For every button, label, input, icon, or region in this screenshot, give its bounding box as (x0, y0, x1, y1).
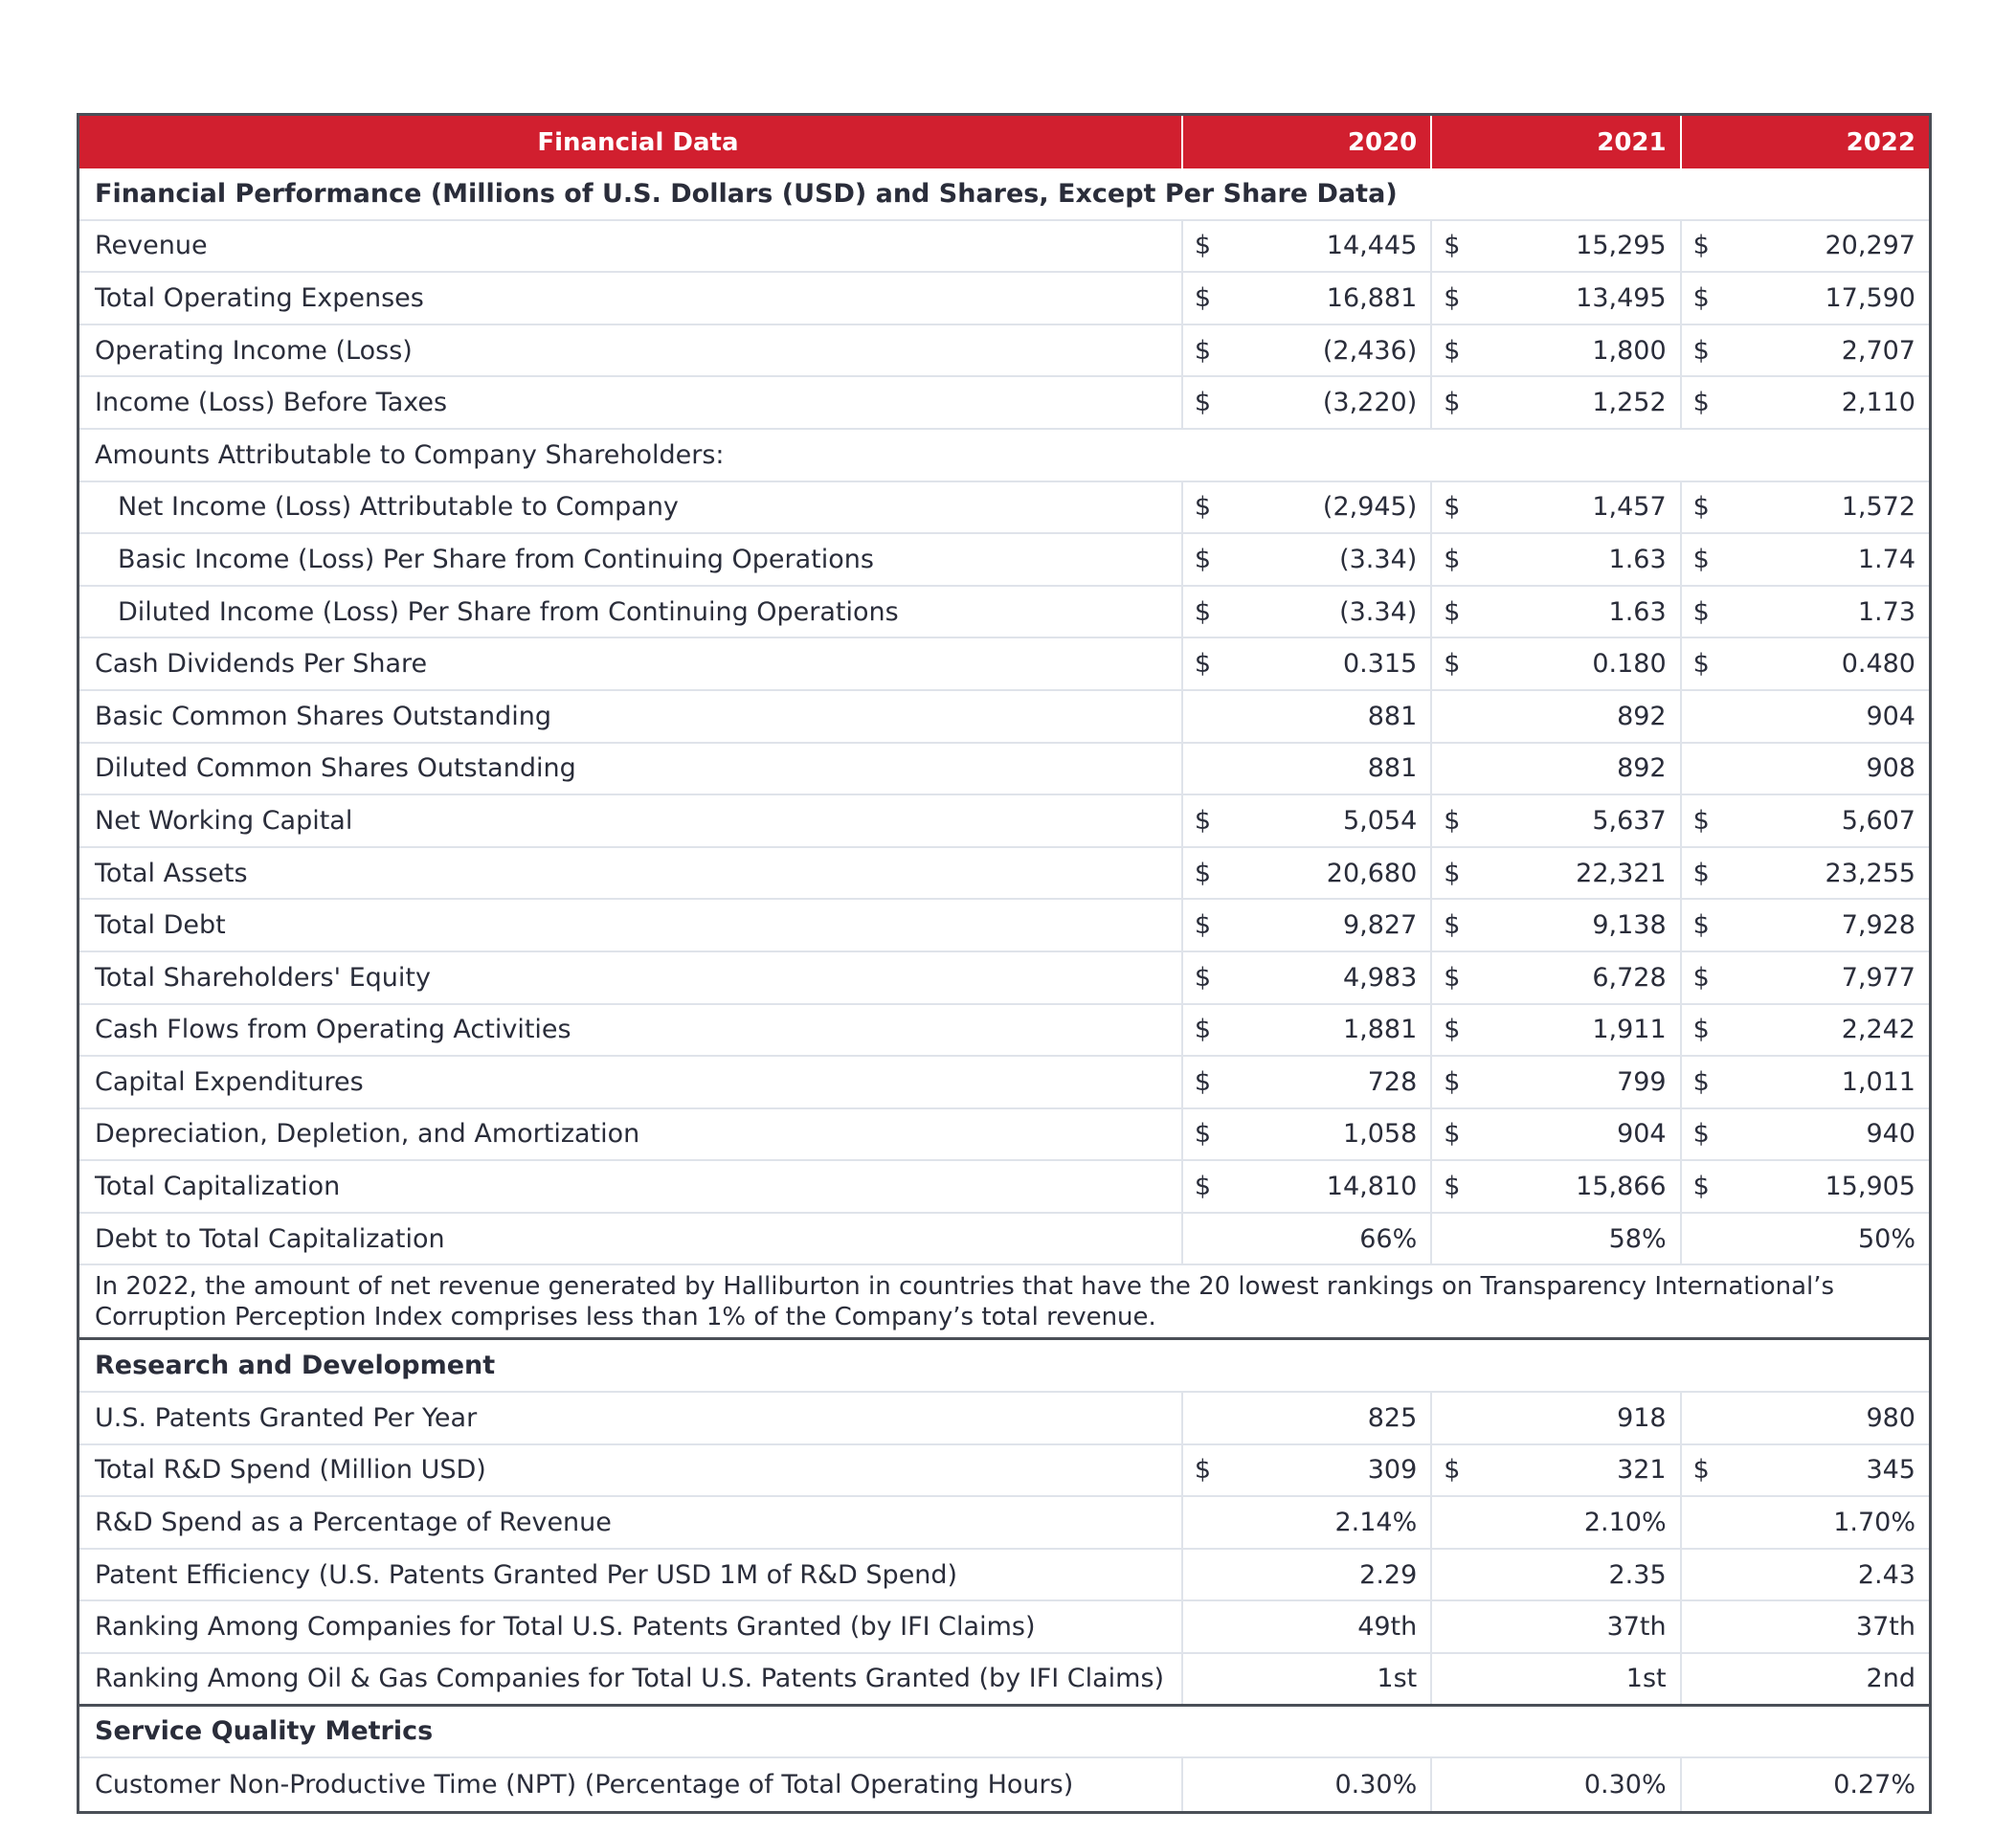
value-cell (1430, 1601, 1679, 1652)
row-label: Cash Dividends Per Share (95, 649, 428, 680)
value-cell (1181, 221, 1430, 272)
table-row (79, 795, 1929, 848)
currency-symbol: $ (1692, 596, 1710, 627)
value-cell (1680, 1214, 1929, 1264)
currency-symbol: $ (1444, 910, 1461, 941)
section-research-development (79, 1340, 1929, 1393)
table-row (79, 273, 1929, 325)
cell-value: 5,637 (1592, 805, 1667, 836)
cell-value: 2.43 (1857, 1559, 1915, 1590)
table-row (79, 1550, 1929, 1602)
cell-value: 0.30% (1334, 1770, 1418, 1800)
value-cell (1181, 1758, 1430, 1811)
row-label: Total Capitalization (95, 1172, 341, 1202)
row-label: U.S. Patents Granted Per Year (95, 1402, 478, 1433)
value-cell (1181, 1601, 1430, 1652)
cell-value: 2nd (1866, 1664, 1915, 1694)
currency-symbol: $ (1444, 649, 1461, 680)
row-label: Total R&D Spend (Million USD) (95, 1455, 486, 1486)
header-year-2020: 2020 (1181, 116, 1430, 168)
currency-symbol: $ (1692, 805, 1710, 836)
cell-value: 15,295 (1576, 231, 1667, 261)
table-row (79, 848, 1929, 901)
cell-value: 13,495 (1576, 282, 1667, 313)
cell-value: 0.480 (1841, 649, 1915, 680)
row-label: Net Working Capital (95, 805, 353, 836)
table-row (79, 744, 1929, 796)
currency-symbol: $ (1194, 282, 1212, 313)
value-cell (1430, 1109, 1679, 1160)
table-row (79, 325, 1929, 378)
cell-value: 66% (1359, 1223, 1418, 1254)
cell-value: 17,590 (1825, 282, 1915, 313)
table-row (79, 1109, 1929, 1162)
row-label: Debt to Total Capitalization (95, 1223, 445, 1254)
cell-value: 1.74 (1857, 544, 1915, 574)
cell-value: 37th (1855, 1612, 1915, 1643)
cell-value: 5,607 (1841, 805, 1915, 836)
value-cell (1430, 221, 1679, 272)
table-row (79, 221, 1929, 274)
currency-symbol: $ (1692, 1066, 1710, 1097)
cell-value: 5,054 (1342, 805, 1418, 836)
row-label: Capital Expenditures (95, 1066, 364, 1097)
cell-value: 6,728 (1592, 962, 1667, 993)
cell-value: (2,436) (1322, 335, 1418, 366)
currency-symbol: $ (1194, 596, 1212, 627)
row-label: Ranking Among Companies for Total U.S. Patents Granted (by IFI Claims) (95, 1612, 1036, 1643)
value-cell (1680, 952, 1929, 1003)
cell-value: 904 (1866, 701, 1915, 731)
cell-value: 9,827 (1342, 910, 1418, 941)
cell-value: (2,945) (1322, 492, 1418, 523)
value-cell (1430, 273, 1679, 324)
table-row (79, 1654, 1929, 1707)
currency-symbol: $ (1194, 335, 1212, 366)
value-cell (1680, 1497, 1929, 1548)
table-row (79, 952, 1929, 1005)
cell-value: 37th (1606, 1612, 1667, 1643)
cell-value: 4,983 (1342, 962, 1418, 993)
cell-value: 1.73 (1857, 596, 1915, 627)
currency-symbol: $ (1194, 388, 1212, 418)
value-cell (1181, 273, 1430, 324)
cell-value: 1.63 (1608, 544, 1667, 574)
cell-value: 321 (1617, 1455, 1667, 1486)
currency-symbol: $ (1194, 1066, 1212, 1097)
value-cell (1680, 1005, 1929, 1056)
currency-symbol: $ (1444, 388, 1461, 418)
value-cell (1430, 900, 1679, 951)
value-cell (1680, 273, 1929, 324)
row-label: R&D Spend as a Percentage of Revenue (95, 1508, 612, 1538)
row-label: Diluted Common Shares Outstanding (95, 753, 576, 784)
currency-symbol: $ (1194, 1172, 1212, 1202)
financial-data-table (77, 113, 1932, 1814)
currency-symbol: $ (1444, 335, 1461, 366)
row-label: Operating Income (Loss) (95, 335, 413, 366)
currency-symbol: $ (1444, 858, 1461, 888)
currency-symbol: $ (1194, 1015, 1212, 1045)
cell-value: 50% (1857, 1223, 1915, 1254)
currency-symbol: $ (1692, 388, 1710, 418)
cell-value: 881 (1367, 701, 1418, 731)
section-attributable (79, 430, 1929, 482)
cell-value: 0.315 (1342, 649, 1418, 680)
row-label: Customer Non-Productive Time (NPT) (Percentage of Total Operating Hours) (95, 1770, 1074, 1800)
value-cell (1430, 1654, 1679, 1704)
table-row (79, 482, 1929, 535)
cell-value: 7,928 (1841, 910, 1915, 941)
currency-symbol: $ (1444, 1015, 1461, 1045)
row-label: Cash Flows from Operating Activities (95, 1015, 571, 1045)
value-cell (1430, 1057, 1679, 1107)
currency-symbol: $ (1692, 1015, 1710, 1045)
cell-value: 20,297 (1825, 231, 1915, 261)
currency-symbol: $ (1692, 1119, 1710, 1150)
value-cell (1680, 1601, 1929, 1652)
table-row (79, 377, 1929, 430)
cell-value: 1.63 (1608, 596, 1667, 627)
currency-symbol: $ (1692, 231, 1710, 261)
table-row (79, 534, 1929, 587)
value-cell (1680, 1109, 1929, 1160)
table-row (79, 1393, 1929, 1445)
cell-value: 2.35 (1608, 1559, 1667, 1590)
cell-value: (3.34) (1339, 596, 1418, 627)
value-cell (1181, 638, 1430, 689)
value-cell (1430, 1550, 1679, 1600)
currency-symbol: $ (1692, 649, 1710, 680)
cell-value: 2,242 (1841, 1015, 1915, 1045)
footnote-row (79, 1265, 1929, 1340)
cell-value: (3,220) (1322, 388, 1418, 418)
currency-symbol: $ (1194, 231, 1212, 261)
cell-value: 14,445 (1326, 231, 1418, 261)
cell-value: 892 (1617, 753, 1667, 784)
value-cell (1680, 587, 1929, 637)
cell-value: 345 (1866, 1455, 1915, 1486)
cell-value: 904 (1617, 1119, 1667, 1150)
value-cell (1680, 377, 1929, 428)
value-cell (1430, 534, 1679, 585)
cell-value: 980 (1866, 1402, 1915, 1433)
value-cell (1430, 1214, 1679, 1264)
value-cell (1680, 221, 1929, 272)
cell-value: 1,800 (1592, 335, 1667, 366)
cell-value: 1,572 (1841, 492, 1915, 523)
table-row (79, 691, 1929, 744)
value-cell (1430, 1758, 1679, 1811)
value-cell (1181, 1550, 1430, 1600)
currency-symbol: $ (1444, 1455, 1461, 1486)
section-service-quality (79, 1707, 1929, 1759)
cell-value: 1st (1377, 1664, 1418, 1694)
table-row (79, 587, 1929, 639)
currency-symbol: $ (1444, 596, 1461, 627)
value-cell (1680, 534, 1929, 585)
cell-value: 2,707 (1841, 335, 1915, 366)
header-year-2021: 2021 (1430, 116, 1679, 168)
table-row (79, 1057, 1929, 1109)
value-cell (1680, 1161, 1929, 1212)
value-cell (1430, 952, 1679, 1003)
currency-symbol: $ (1194, 858, 1212, 888)
section-title: Research and Development (95, 1351, 496, 1381)
cell-value: 1,058 (1342, 1119, 1418, 1150)
value-cell (1430, 744, 1679, 794)
currency-symbol: $ (1194, 1455, 1212, 1486)
cell-value: 918 (1617, 1402, 1667, 1433)
value-cell (1430, 1445, 1679, 1496)
value-cell (1680, 744, 1929, 794)
value-cell (1430, 795, 1679, 846)
table-row (79, 900, 1929, 952)
value-cell (1680, 1057, 1929, 1107)
currency-symbol: $ (1444, 962, 1461, 993)
currency-symbol: $ (1692, 1455, 1710, 1486)
currency-symbol: $ (1444, 231, 1461, 261)
cell-value: 49th (1357, 1612, 1418, 1643)
cell-value: 1,252 (1592, 388, 1667, 418)
value-cell (1181, 1445, 1430, 1496)
cell-value: 20,680 (1326, 858, 1418, 888)
row-label: Basic Common Shares Outstanding (95, 701, 551, 731)
footnote-text: In 2022, the amount of net revenue generated by Halliburton in countries that have the 20 lowest rankings on Transparency International’s Corruption Perception Index comprises less than 1% of the Company’s total revenue. (95, 1271, 1835, 1331)
cell-value: 9,138 (1592, 910, 1667, 941)
cell-value: 1,881 (1342, 1015, 1418, 1045)
value-cell (1181, 900, 1430, 951)
value-cell (1680, 1758, 1929, 1811)
cell-value: 0.180 (1592, 649, 1667, 680)
value-cell (1430, 1161, 1679, 1212)
row-label: Depreciation, Depletion, and Amortization (95, 1119, 640, 1150)
currency-symbol: $ (1194, 910, 1212, 941)
table-row (79, 1445, 1929, 1498)
header-year-2022: 2022 (1680, 116, 1929, 168)
currency-symbol: $ (1194, 1119, 1212, 1150)
value-cell (1181, 795, 1430, 846)
row-label: Total Operating Expenses (95, 282, 424, 313)
value-cell (1430, 1497, 1679, 1548)
currency-symbol: $ (1692, 858, 1710, 888)
value-cell (1181, 534, 1430, 585)
value-cell (1430, 1393, 1679, 1443)
value-cell (1430, 482, 1679, 533)
value-cell (1181, 1005, 1430, 1056)
value-cell (1430, 377, 1679, 428)
cell-value: 16,881 (1326, 282, 1418, 313)
table-row (79, 1601, 1929, 1654)
cell-value: 799 (1617, 1066, 1667, 1097)
cell-value: 825 (1367, 1402, 1418, 1433)
section-title: Service Quality Metrics (95, 1716, 434, 1747)
table-row (79, 1497, 1929, 1550)
row-label: Patent Efficiency (U.S. Patents Granted Per USD 1M of R&D Spend) (95, 1559, 958, 1590)
value-cell (1680, 1550, 1929, 1600)
value-cell (1181, 952, 1430, 1003)
currency-symbol: $ (1692, 1172, 1710, 1202)
value-cell (1181, 848, 1430, 899)
value-cell (1680, 795, 1929, 846)
value-cell (1181, 1654, 1430, 1704)
cell-value: 0.30% (1583, 1770, 1667, 1800)
cell-value: (3.34) (1339, 544, 1418, 574)
cell-value: 2.14% (1334, 1508, 1418, 1538)
cell-value: 1,011 (1841, 1066, 1915, 1097)
cell-value: 309 (1367, 1455, 1418, 1486)
row-label: Diluted Income (Loss) Per Share from Continuing Operations (118, 596, 899, 627)
currency-symbol: $ (1194, 805, 1212, 836)
currency-symbol: $ (1444, 492, 1461, 523)
cell-value: 58% (1608, 1223, 1667, 1254)
value-cell (1181, 1214, 1430, 1264)
cell-value: 908 (1866, 753, 1915, 784)
table-row (79, 1005, 1929, 1058)
currency-symbol: $ (1194, 649, 1212, 680)
value-cell (1680, 325, 1929, 376)
row-label: Net Income (Loss) Attributable to Company (118, 492, 679, 523)
header-label: Financial Data (537, 127, 739, 157)
row-label: Total Assets (95, 858, 248, 888)
value-cell (1680, 848, 1929, 899)
table-row (79, 1161, 1929, 1214)
currency-symbol: $ (1194, 492, 1212, 523)
value-cell (1430, 638, 1679, 689)
currency-symbol: $ (1444, 544, 1461, 574)
row-label: Basic Income (Loss) Per Share from Continuing Operations (118, 544, 874, 574)
value-cell (1430, 1005, 1679, 1056)
value-cell (1430, 587, 1679, 637)
section-financial-performance (79, 168, 1929, 221)
value-cell (1181, 482, 1430, 533)
cell-value: 1st (1625, 1664, 1667, 1694)
cell-value: 0.27% (1833, 1770, 1915, 1800)
value-cell (1680, 482, 1929, 533)
cell-value: 940 (1866, 1119, 1915, 1150)
table-row (79, 1214, 1929, 1266)
subsection-title: Amounts Attributable to Company Shareholders: (95, 439, 725, 470)
row-label: Total Debt (95, 910, 226, 941)
currency-symbol: $ (1444, 1066, 1461, 1097)
value-cell (1181, 691, 1430, 742)
cell-value: 2.10% (1583, 1508, 1667, 1538)
cell-value: 23,255 (1825, 858, 1915, 888)
currency-symbol: $ (1444, 282, 1461, 313)
value-cell (1680, 691, 1929, 742)
cell-value: 1,457 (1592, 492, 1667, 523)
value-cell (1680, 1393, 1929, 1443)
cell-value: 1.70% (1833, 1508, 1915, 1538)
value-cell (1181, 1497, 1430, 1548)
row-label: Total Shareholders' Equity (95, 962, 431, 993)
table-header (79, 116, 1929, 168)
currency-symbol: $ (1444, 1172, 1461, 1202)
value-cell (1181, 1393, 1430, 1443)
currency-symbol: $ (1444, 1119, 1461, 1150)
value-cell (1181, 587, 1430, 637)
value-cell (1430, 848, 1679, 899)
cell-value: 728 (1367, 1066, 1418, 1097)
value-cell (1430, 691, 1679, 742)
cell-value: 7,977 (1841, 962, 1915, 993)
table-row (79, 1758, 1929, 1811)
value-cell (1181, 377, 1430, 428)
currency-symbol: $ (1692, 335, 1710, 366)
value-cell (1680, 1654, 1929, 1704)
cell-value: 2.29 (1359, 1559, 1418, 1590)
currency-symbol: $ (1692, 910, 1710, 941)
currency-symbol: $ (1692, 962, 1710, 993)
currency-symbol: $ (1444, 805, 1461, 836)
cell-value: 14,810 (1326, 1172, 1418, 1202)
currency-symbol: $ (1194, 962, 1212, 993)
cell-value: 2,110 (1841, 388, 1915, 418)
value-cell (1181, 1161, 1430, 1212)
value-cell (1430, 325, 1679, 376)
cell-value: 892 (1617, 701, 1667, 731)
value-cell (1680, 638, 1929, 689)
currency-symbol: $ (1692, 282, 1710, 313)
table-row (79, 638, 1929, 691)
cell-value: 22,321 (1576, 858, 1667, 888)
section-title: Financial Performance (Millions of U.S. Dollars (USD) and Shares, Except Per Share Data) (95, 178, 1398, 209)
cell-value: 15,866 (1576, 1172, 1667, 1202)
row-label: Revenue (95, 231, 208, 261)
cell-value: 881 (1367, 753, 1418, 784)
value-cell (1181, 1057, 1430, 1107)
currency-symbol: $ (1194, 544, 1212, 574)
row-label: Ranking Among Oil & Gas Companies for Total U.S. Patents Granted (by IFI Claims) (95, 1664, 1165, 1694)
row-label: Income (Loss) Before Taxes (95, 388, 448, 418)
value-cell (1181, 1109, 1430, 1160)
value-cell (1680, 900, 1929, 951)
currency-symbol: $ (1692, 492, 1710, 523)
value-cell (1680, 1445, 1929, 1496)
value-cell (1181, 744, 1430, 794)
currency-symbol: $ (1692, 544, 1710, 574)
value-cell (1181, 325, 1430, 376)
cell-value: 1,911 (1592, 1015, 1667, 1045)
cell-value: 15,905 (1825, 1172, 1915, 1202)
